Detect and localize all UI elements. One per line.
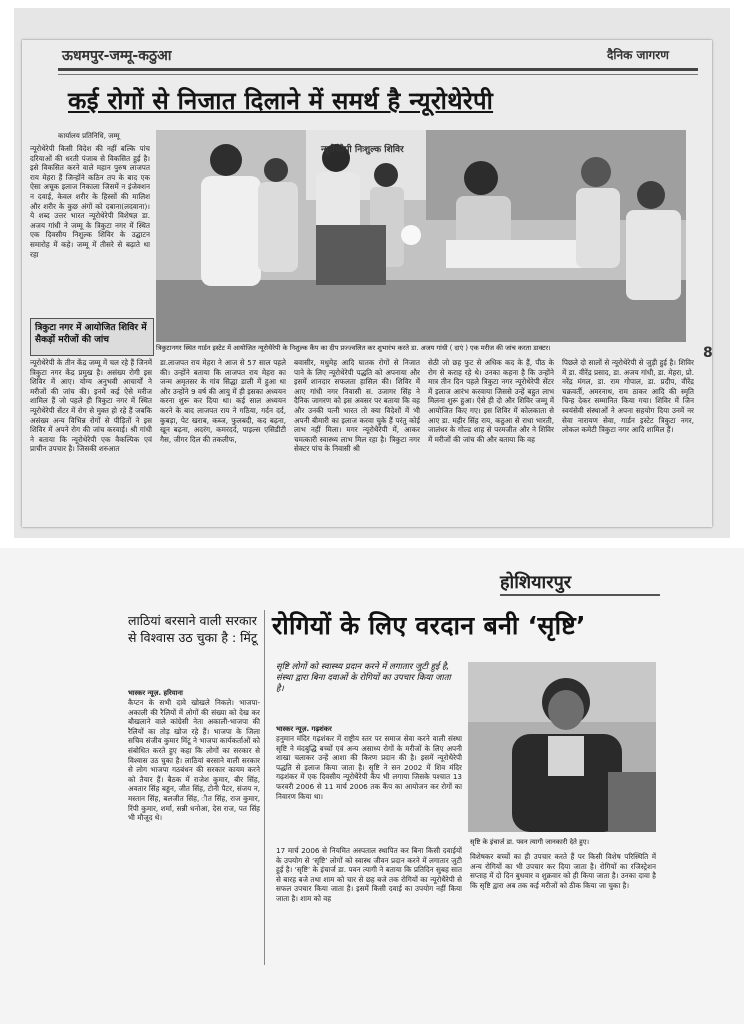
paper-name: दैनिक जागरण [607,48,669,62]
byline: कार्यालय प्रतिनिधि, जम्मू [58,132,120,140]
header-rule-thin [58,74,698,75]
subhead: त्रिकुटा नगर में आयोजित शिविर में सैकड़ों मरीजों की जांच [35,323,147,345]
right-column: विशेषकर बच्चों का ही उपचार करते हैं पर किसी विशेष परिस्थिति में अन्य रोगियों का भी उपचार कर दिया जाता है। रोगियों का रजिस्ट्रेशन सप्ताह में दो दिन बुधवार व शुक्रवार को ही किया जाता है। उनका दावा है कि सृष्टि द्वारा अब तक कई मरीजों को ठीक किया जा चुका है। [470,852,656,890]
main-headline: रोगियों के लिए वरदान बनी ‘सृष्टि’ [272,611,586,640]
deck: सृष्टि लोगों को स्वास्थ्य प्रदान करने में लगातार जुटी हुई है, संस्था द्वारा बिना दवाओं के रोगियों का उपचार किया जाता है। [276,662,451,694]
bottom-photo [468,662,656,832]
subhead-box [30,318,154,356]
city-rule [500,594,660,596]
left-story-body: कैप्टन के सभी दावे खोखले निकले। भाजपा-अकाली की रैलियों में लोगों की संख्या को देख कर बौखलाने वाले कांग्रेसी नेता अकाली-भाजपा की रैलियों का तोड़ खोज रहे हैं। भाजपा के जिला सचिव संजीव कुमार मिंटू ने भाजपा कार्यकर्ताओं को संबोधित करते हुए कहा कि लोगों का सरकार से विश्वास उठ चुका है। लाठियां बरसाने वाली सरकार से लोग भाजपा गठबंधन की सरकार कायम करने को तैयार हैं। बैठक में राजेश कुमार, बीर सिंह, अवतार सिंह बड्डन, जीत सिंह, टोनी पैटर, संजय न, मस्तान सिंह, बलजीत सिंह, ीत सिंह, राज कुमार, रिंपी कुमार, शर्मा, सन्नी धनोआ, देस राज, पत सिंह भी मौजूद थे। [128,698,260,823]
header-rule [58,68,698,71]
main-body-2: 17 मार्च 2006 से नियमित अस्पताल स्थापित कर बिना किसी दवाईयों के उपयोग से ‘सृष्टि’ लोगों को स्वास्थ जीवन प्रदान करने में लगातार जुटी हुई है। ‘सृष्टि’ के इंचार्ज डा. पवन त्यागी ने बताया कि प्रतिदिन सुबह सात से बारह बजे तथा शाम को चार से छह बजे तक रोगियों का न्यूरोथैरेपी से सफल उपचार किया जाता है। इसमें किसी दवाई का उपयोग नहीं किया जाता है। शाम को वह [276,846,462,903]
main-byline: भास्कर न्यूज़. गढ़शंकर [276,725,332,733]
lead-column: न्यूरोथेरेपी किसी विदेश की नहीं बल्कि पांच दरियाओं की धरती पंजाब से विकसित हुई है। इसे विकसित करने वाले महान पुरुष लाजपत राय मेहरा हैं जिन्होंने कठिन तप के बाद एक ऐसा अचूक इलाज निकाला जिसमें न इंजेक्शन न दवाई, केवल शरीर के हिस्सों की मालिश और शरीर के कुछ अंगों को दबाना(लदवाना)। ये शब्द उत्तर भारत न्यूरोथेरेपी विशेषज्ञ डा. अजय गांधी ने जम्मू के त्रिकुटा नगर में स्थित एक दिवसीय निशुल्क शिविर के उद्घाटन समारोह में कहे। जम्मू में तीसरे से बढ़ाते था रहा [30,144,150,259]
photo-banner: न्यूरोथेरेपी निःशुल्क शिविर [321,145,404,155]
top-photo-caption: त्रिकुटानगर स्थित गार्डन इस्टेट में आयोजित न्यूरोथैरेपी के निशुल्क कैंप का दीप प्रज्ज्वलित कर शुभारंभ करते डा. अजय गांधी ( दाएं ) एक मरीज की जांच करता डाक्टर। [156,344,551,352]
top-col-1: न्यूरोथेरेपी के तीन केंद्र जम्मू में चल रहे हैं जिनमें त्रिकुटा नगर केंद्र प्रमुख है। असंख्य रोगी इस शिविर में आए। योग्य अनुभवी आचार्यों ने मरीजों की जांच की। इनमें कई ऐसे मरीज शामिल हैं जो पहले ही त्रिकुटा नगर में स्थित न्यूरोथेरेपी सेंटर में रोग से मुक्त हो रहे हैं जबकि असंख्य अन्य विभिन्न रोगों से पीड़ितों ने इस शिविर में अपने रोग की जांच करवाई। श्री गांधी ने बताया कि न्यूरोथेरेपी एक वैकल्पिक एवं प्राचीन उपचार है। जिसकी शरुआत [30,358,152,454]
top-col-4: सेठी जो छह फुट से अधिक कद के हैं, पीठ के रोग से कराह रहे थे। उनका कहना है कि उन्होंने मात्र तीन दिन पहले त्रिकुटा नगर न्यूरोथेरेपी सेंटर में इलाज आरंभ करवाया जिससे उन्हें बहुत लाभ मिलना शुरू हुआ। ऐसे ही दो और शिविर जम्मू में आयोजित किए गए। इस शिविर में कोलकाता से आए डा. महीर सिंह राय, कठुआ से राधा भारती, जालंधर के गोल्ड शाह से परमजीत और ने शिविर में मरीजों की जांच की और बताया कि वह [428,358,554,444]
top-photo [156,130,686,342]
left-headline: लाठियां बरसाने वाली सरकार से विश्वास उठ चुका है : मिंटू [128,613,258,645]
city-tag: होशियारपुर [500,572,572,593]
top-col-5: पिछले दो सालों से न्यूरोथेरेपी से जुड़ी हुई है। शिविर में डा. वीरेंद्र प्रसाद, डा. अजय गांधी, डा. मेहरा, प्रो. नरेंद्र मंगल, डा. राम गोपाल, डा. प्रदीप, वीरेंद्र चक्रवर्ती, अमरनाथ, राम ठाकर आदि की स्मृति चिन्ह देकर सम्मानित किया गया। शिविर में जिन स्वयंसेवी संस्थाओं ने अपना सहयोग दिया उनमें नर सेवा नारायण सेवा, गार्डन इस्टेट त्रिकुटा नगर, लोकल कमेटी त्रिकुटा नगर आदि शामिल हैं। [562,358,694,435]
dateline: ऊधमपुर-जम्मू-कठुआ [62,48,172,64]
main-body-1: हनुमान मंदिर गढ़शंकर में राष्ट्रीय स्तर पर समाज सेवा करने वाली संस्था सृष्टि ने मंदबुद्धि बच्चों एवं अन्य असाध्य रोगों के मरीजों के लिए अपनी शाखा चलाकर उन्हें आशा की किरण प्रदान की है। इसमें न्यूरोथैरेपी पद्धति से इलाज किया जाता है। सृष्टि ने सन 2002 में शिव मंदिर गढ़शंकर में एक दिवसीय न्यूरोथैरेपी कैंप भी लगाया जिसके पश्चात 13 फरवरी 2006 से 11 मार्च 2006 तक कैंप का आयोजन कर रोगों का निवारण किया था। [276,734,462,801]
top-col-2: डा.लाजपत राय मेहरा ने आज से 57 साल पहले की। उन्होंने बताया कि लाजपत राय मेहरा का जन्म अमृतसर के गांव सिद्धा डाली में हुआ था और उन्होंने 9 वर्ष की आयु में ही इसका अध्ययन करना शुरू कर दिया था। कई साल अध्ययन करने के बाद लाजपत राय ने गठिया, गर्दन दर्द, कुबड़ा, पेट खराब, कब्ज, फुलबदी, कद बढ़ना, खून बढ़ना, अदरंग, कमरदर्द, पाइल्स एसिडीटी गैस, जीगर दिल की तकलीफ, [160,358,286,444]
top-col-3: बवासीर, मधुमेह आदि घातक रोगों से निजात पाने के लिए न्यूरोथेरेपी पद्धति को अपनाया और इसमें शानदार सफलता हासिल की। शिविर में आए गांधी नगर निवासी स. उजागर सिंह ने दैनिक जागरण को इस अवसर पर बताया कि वह और उनकी पत्नी भारत तो क्या विदेशों में भी अपनी बीमारी का इलाज करवा चुके हैं परंतु कोई लाभ नहीं मिला। मगर न्यूरोथैरेपी में, आकर चमत्कारी स्वास्थ्य लाभ मिल रहा है। त्रिकुटा नगर सेक्टर पांच के निवासी श्री [294,358,420,454]
bottom-photo-image [468,662,656,832]
top-photo-image [156,130,686,342]
left-divider [264,610,265,965]
left-byline: भास्कर न्यूज़. हरियाना [128,689,183,697]
headline: कई रोगों से निजात दिलाने में समर्थ है न्यूरोथेरेपी [68,87,494,115]
top-news-clipping [22,40,712,527]
margin-mark: 8 [703,345,713,361]
bottom-photo-caption: सृष्टि के इंचार्ज डा. पवन त्यागी जानकारी देते हुए। [470,838,590,846]
